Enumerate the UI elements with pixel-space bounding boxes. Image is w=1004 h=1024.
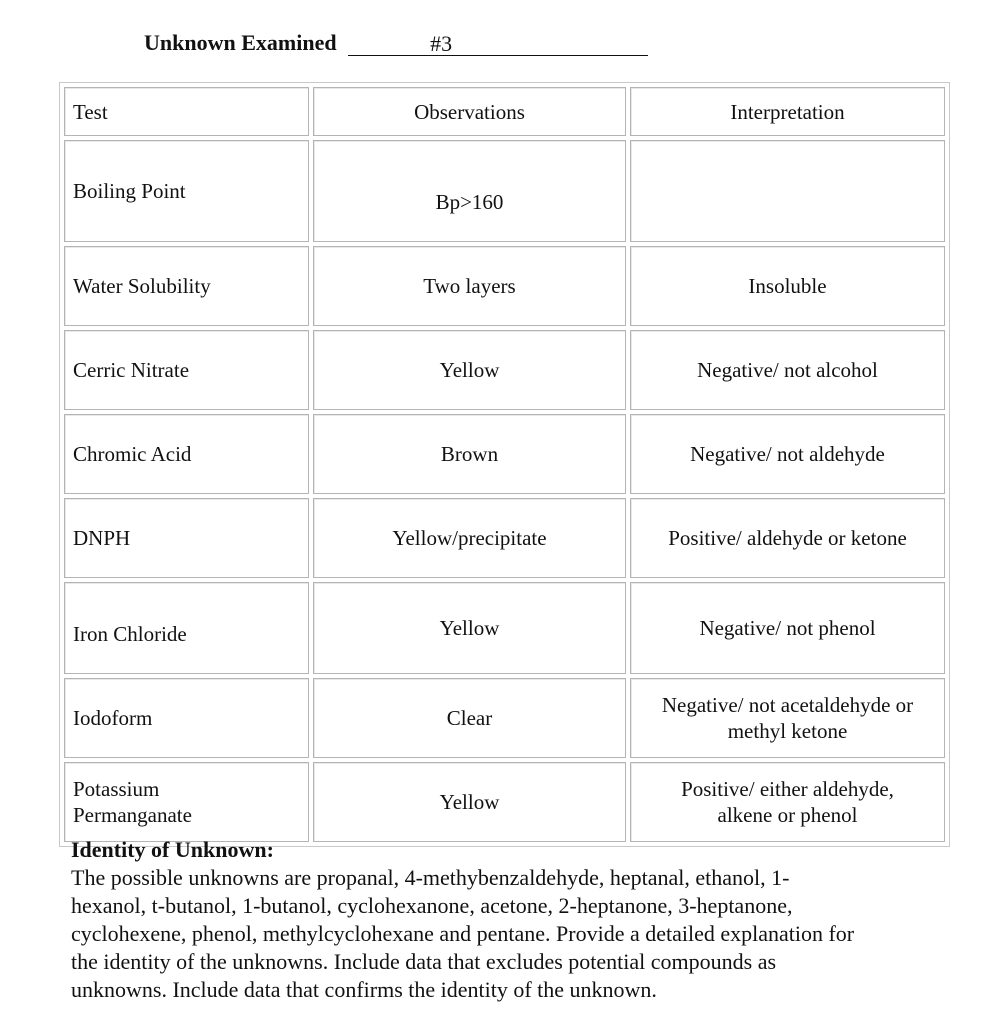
observation-text: Brown (440, 442, 499, 466)
column-header-observations: Observations (313, 87, 626, 136)
test-cell (64, 762, 309, 842)
test-cell (64, 414, 309, 494)
column-header-test: Test (64, 87, 309, 136)
interpretation-text: Negative/ not alcohol (697, 358, 878, 382)
observation-text: Two layers (423, 274, 516, 298)
test-cell (64, 498, 309, 578)
observation-text: Yellow (439, 790, 500, 814)
table-row (64, 414, 945, 494)
test-cell (64, 246, 309, 326)
table-row (64, 498, 945, 578)
test-name: Permanganate (73, 803, 192, 827)
test-cell (64, 582, 309, 674)
test-cell (64, 330, 309, 410)
test-name: Water Solubility (73, 274, 211, 298)
identity-line: unknowns. Include data that confirms the identity of the unknown. (71, 977, 657, 1002)
identity-line: the identity of the unknowns. Include data that excludes potential compounds as (71, 949, 777, 974)
interpretation-text: Negative/ not acetaldehyde or (661, 693, 914, 717)
interpretation-text: Negative/ not phenol (699, 616, 876, 640)
observation-text: Yellow/precipitate (392, 526, 547, 550)
table-row (64, 330, 945, 410)
interpretation-cell (630, 762, 945, 842)
test-name: Potassium (73, 777, 160, 801)
interpretation-text: Insoluble (748, 274, 827, 298)
table-row (64, 140, 945, 242)
interpretation-cell (630, 582, 945, 674)
observation-text: Yellow (439, 358, 500, 382)
observation-text: Yellow (439, 616, 500, 640)
test-cell (64, 140, 309, 242)
identity-line: cyclohexene, phenol, methylcyclohexane and pentane. Provide a detailed explanation for (71, 921, 855, 946)
unknown-examined-header (144, 30, 648, 56)
interpretation-cell (630, 498, 945, 578)
unknown-examined-label: Unknown Examined (144, 30, 337, 55)
unknown-examined-value: #3 (430, 31, 453, 56)
test-name: Iodoform (73, 706, 153, 730)
interpretation-text: Positive/ aldehyde or ketone (668, 526, 907, 550)
interpretation-cell (630, 140, 945, 242)
interpretation-cell (630, 678, 945, 758)
unknown-examined-field (348, 33, 648, 56)
interpretation-text: Positive/ either aldehyde, (681, 777, 894, 801)
identity-line: The possible unknowns are propanal, 4-methybenzaldehyde, heptanal, ethanol, 1- (71, 865, 790, 890)
table-row (64, 582, 945, 674)
test-name: Boiling Point (73, 179, 186, 203)
table-row (64, 678, 945, 758)
observation-cell (313, 498, 626, 578)
interpretation-cell (630, 246, 945, 326)
column-header-interpretation: Interpretation (630, 87, 945, 136)
interpretation-cell (630, 330, 945, 410)
test-results-table (59, 82, 950, 847)
test-name: Iron Chloride (73, 622, 187, 646)
interpretation-text: alkene or phenol (717, 803, 858, 827)
observation-cell (313, 414, 626, 494)
identity-title: Identity of Unknown: (71, 837, 274, 862)
table-row (64, 246, 945, 326)
observation-text: Bp>160 (435, 190, 504, 214)
interpretation-text: Negative/ not aldehyde (690, 442, 885, 466)
interpretation-cell (630, 414, 945, 494)
table-header-row (64, 87, 945, 136)
test-name: Cerric Nitrate (73, 358, 190, 382)
test-cell (64, 678, 309, 758)
test-name: Chromic Acid (73, 442, 192, 466)
observation-text: Clear (446, 706, 493, 730)
observation-cell (313, 246, 626, 326)
observation-cell (313, 582, 626, 674)
observation-cell (313, 762, 626, 842)
identity-instructions (71, 864, 951, 1004)
test-name: DNPH (73, 526, 131, 550)
table-row (64, 762, 945, 842)
interpretation-text: methyl ketone (727, 719, 848, 743)
identity-section (71, 836, 951, 1004)
observation-cell (313, 330, 626, 410)
identity-line: hexanol, t-butanol, 1-butanol, cyclohexanone, acetone, 2-heptanone, 3-heptanone, (71, 893, 793, 918)
observation-cell (313, 140, 626, 242)
observation-cell (313, 678, 626, 758)
